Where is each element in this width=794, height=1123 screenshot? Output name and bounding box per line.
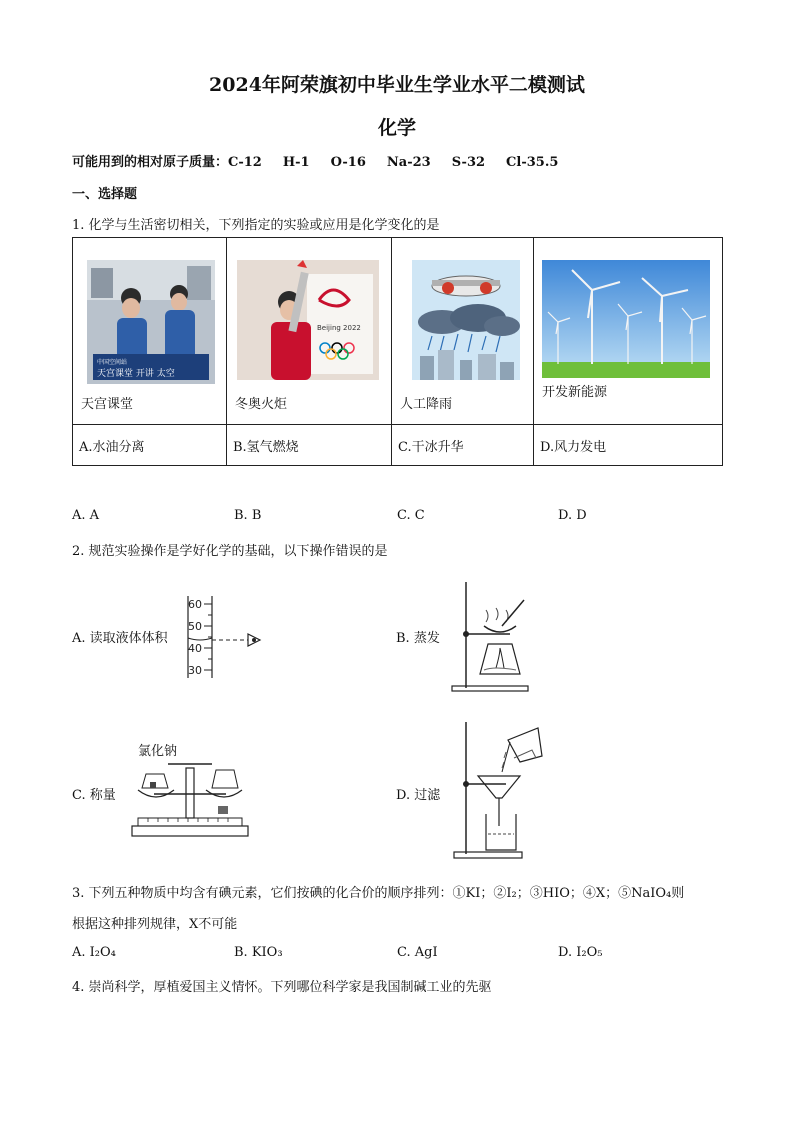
atomic-mass-h: H-1 <box>282 155 310 170</box>
q3-stem-line2: 根据这种排列规律，X不可能 <box>72 917 238 932</box>
tick-50: 50 <box>188 620 202 633</box>
q1-option-b: B.氢气燃烧 <box>227 425 392 466</box>
q1-cell-c <box>392 238 534 425</box>
q1-option-a: A.水油分离 <box>73 425 227 466</box>
torch-pic-text: Beijing 2022 <box>317 324 361 332</box>
q1-caption-a: 天宫课堂 <box>81 397 134 412</box>
q2-option-a-label: A. 读取液体体积 <box>72 631 168 646</box>
q1-cell-b <box>227 238 392 425</box>
section-title: 一、选择题 <box>72 187 138 202</box>
q1-option-d: D.风力发电 <box>534 425 723 466</box>
tick-40: 40 <box>188 642 202 655</box>
q3-stem-line1: 3. 下列五种物质中均含有碘元素，它们按碘的化合价的顺序排列：①KI；②I₂；③HIO；④X；⑤NaIO₄则 <box>72 886 685 901</box>
cylinder-reading-diagram <box>184 592 264 682</box>
q1-caption-d: 开发新能源 <box>542 385 608 400</box>
olympic-torch-photo <box>237 260 379 380</box>
q1-answer-b: B. B <box>234 508 262 523</box>
q2-option-c-note: 氯化钠 <box>138 744 178 759</box>
q2-stem: 2. 规范实验操作是学好化学的基础，以下操作错误的是 <box>72 544 388 559</box>
q1-cell-a <box>73 238 227 425</box>
q2-option-b-label: B. 蒸发 <box>396 631 440 646</box>
artificial-rain-cartoon <box>412 260 520 380</box>
svg-text:中国空间站: 中国空间站 <box>97 359 128 366</box>
filtration-diagram <box>450 718 546 862</box>
q1-table <box>72 237 723 466</box>
q1-option-c: C.干冰升华 <box>392 425 534 466</box>
atomic-mass-na: Na-23 <box>386 155 431 170</box>
atomic-mass-label: 可能用到的相对原子质量： <box>72 155 229 170</box>
q4-stem: 4. 崇尚科学，厚植爱国主义情怀。下列哪位科学家是我国制碱工业的先驱 <box>72 980 492 995</box>
exam-subject: 化学 <box>377 117 416 139</box>
tiangong-pic-text: 天宫课堂 开讲 太空 <box>97 369 175 379</box>
tick-60: 60 <box>188 598 202 611</box>
wind-turbines-photo <box>542 260 710 378</box>
evaporation-diagram <box>450 578 534 694</box>
q1-answer-c: C. C <box>397 508 425 523</box>
tiangong-classroom-photo <box>87 260 215 384</box>
atomic-mass-o: O-16 <box>330 155 366 170</box>
tick-30: 30 <box>188 664 202 677</box>
q3-answer-b: B. KIO₃ <box>234 945 283 960</box>
atomic-mass-cl: Cl-35.5 <box>506 155 559 170</box>
q3-answer-d: D. I₂O₅ <box>558 945 603 960</box>
q1-caption-c: 人工降雨 <box>400 397 453 412</box>
q1-answer-a: A. A <box>72 508 100 523</box>
q2-option-c-label: C. 称量 <box>72 788 116 803</box>
q3-answer-c: C. AgI <box>397 945 438 960</box>
atomic-mass-c: C-12 <box>228 155 262 170</box>
q1-stem: 1. 化学与生活密切相关，下列指定的实验或应用是化学变化的是 <box>72 218 440 233</box>
exam-title: 2024年阿荣旗初中毕业生学业水平二模测试 <box>209 74 585 96</box>
atomic-mass-s: S-32 <box>451 155 486 170</box>
q1-caption-b: 冬奥火炬 <box>235 397 288 412</box>
q1-answer-d: D. D <box>558 508 587 523</box>
q3-answer-a: A. I₂O₄ <box>72 945 116 960</box>
q1-cell-d <box>534 238 723 425</box>
atomic-mass-line <box>72 151 558 170</box>
q2-option-d-label: D. 过滤 <box>396 788 441 803</box>
balance-diagram <box>128 760 252 840</box>
